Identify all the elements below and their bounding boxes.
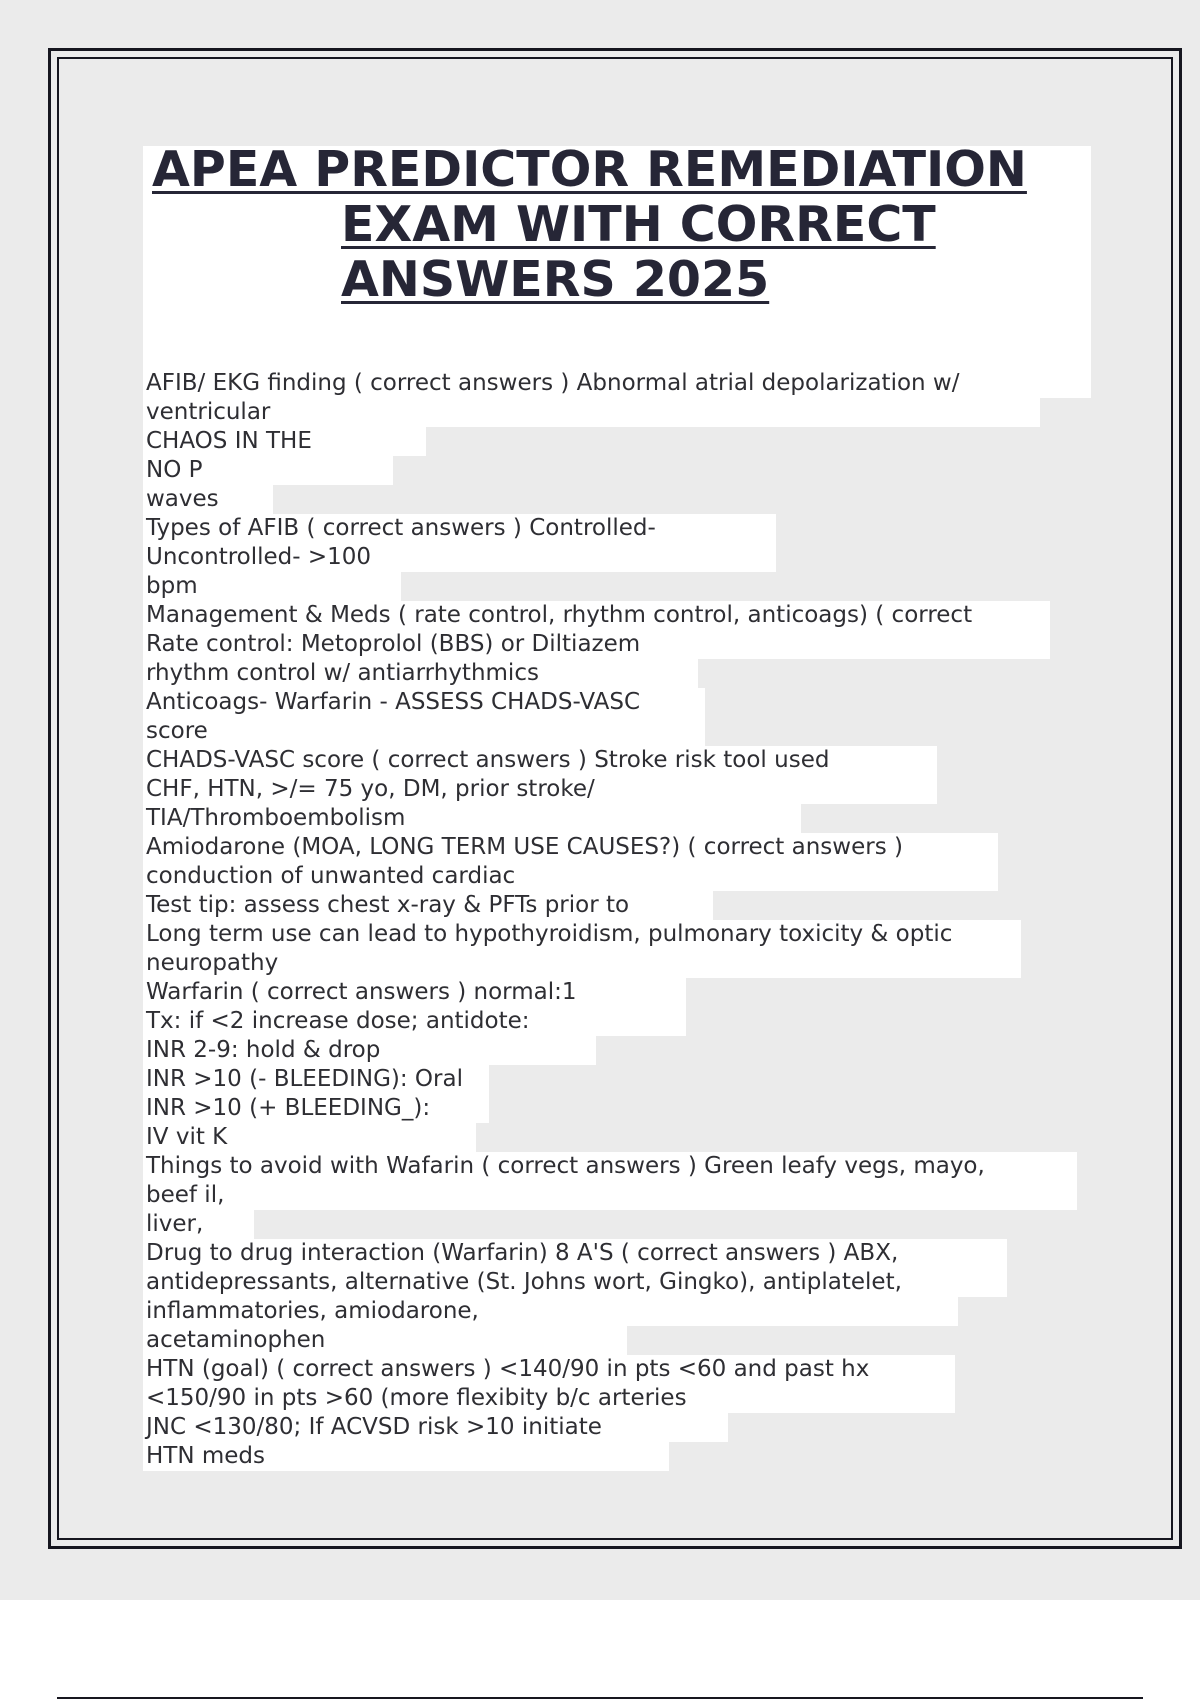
text-line: Amiodarone (MOA, LONG TERM USE CAUSES?) ( correct answers ) [143,833,998,862]
text-line: Uncontrolled- >100 [143,543,776,572]
text-line: Long term use can lead to hypothyroidism, pulmonary toxicity & optic [143,920,1021,949]
text-line: INR >10 (- BLEEDING): Oral [143,1065,489,1094]
text-line: antidepressants, alternative (St. Johns wort, Gingko), antiplatelet, [143,1268,1007,1297]
text-line: IV vit K [143,1123,476,1152]
document-title-line-1: APEA PREDICTOR REMEDIATION [152,141,1027,198]
text-line: Tx: if <2 increase dose; antidote: [143,1007,686,1036]
text-line: Management & Meds ( rate control, rhythm control, anticoags) ( correct [143,601,1050,630]
text-line: Test tip: assess chest x-ray & PFTs prior to [143,891,713,920]
text-line: INR 2-9: hold & drop [143,1036,596,1065]
text-line: Rate control: Metoprolol (BBS) or Diltiazem [143,630,1050,659]
text-line: inflammatories, amiodarone, [143,1297,958,1326]
text-line: CHAOS IN THE [143,427,426,456]
text-line: Anticoags- Warfarin - ASSESS CHADS-VASC [143,688,705,717]
text-line: waves [143,485,273,514]
text-line: Things to avoid with Wafarin ( correct answers ) Green leafy vegs, mayo, [143,1152,1077,1181]
text-line: bpm [143,572,401,601]
text-line: AFIB/ EKG finding ( correct answers ) Abnormal atrial depolarization w/ [143,369,1091,398]
text-line: ventricular [143,398,1040,427]
text-line: HTN meds [143,1442,669,1471]
document-title-line-3: ANSWERS 2025 [341,251,770,308]
text-line: neuropathy [143,949,1021,978]
text-line: Warfarin ( correct answers ) normal:1 [143,978,686,1007]
text-line: JNC <130/80; If ACVSD risk >10 initiate [143,1413,728,1442]
text-line: CHADS-VASC score ( correct answers ) Stroke risk tool used [143,746,937,775]
text-line: TIA/Thromboembolism [143,804,801,833]
text-line: acetaminophen [143,1326,627,1355]
text-line: CHF, HTN, >/= 75 yo, DM, prior stroke/ [143,775,937,804]
text-line: rhythm control w/ antiarrhythmics [143,659,698,688]
text-line: Drug to drug interaction (Warfarin) 8 A'S ( correct answers ) ABX, [143,1239,1007,1268]
text-line: HTN (goal) ( correct answers ) <140/90 in pts <60 and past hx [143,1355,955,1384]
text-line: conduction of unwanted cardiac [143,862,998,891]
text-line: INR >10 (+ BLEEDING_): [143,1094,489,1123]
text-line: score [143,717,705,746]
text-line: <150/90 in pts >60 (more flexibity b/c arteries [143,1384,955,1413]
text-line: NO P [143,456,393,485]
document-title-line-2: EXAM WITH CORRECT [341,196,936,253]
text-line: Types of AFIB ( correct answers ) Controlled- [143,514,776,543]
text-line: beef il, [143,1181,1077,1210]
footer-divider [57,1697,1143,1699]
text-line: liver, [143,1210,254,1239]
